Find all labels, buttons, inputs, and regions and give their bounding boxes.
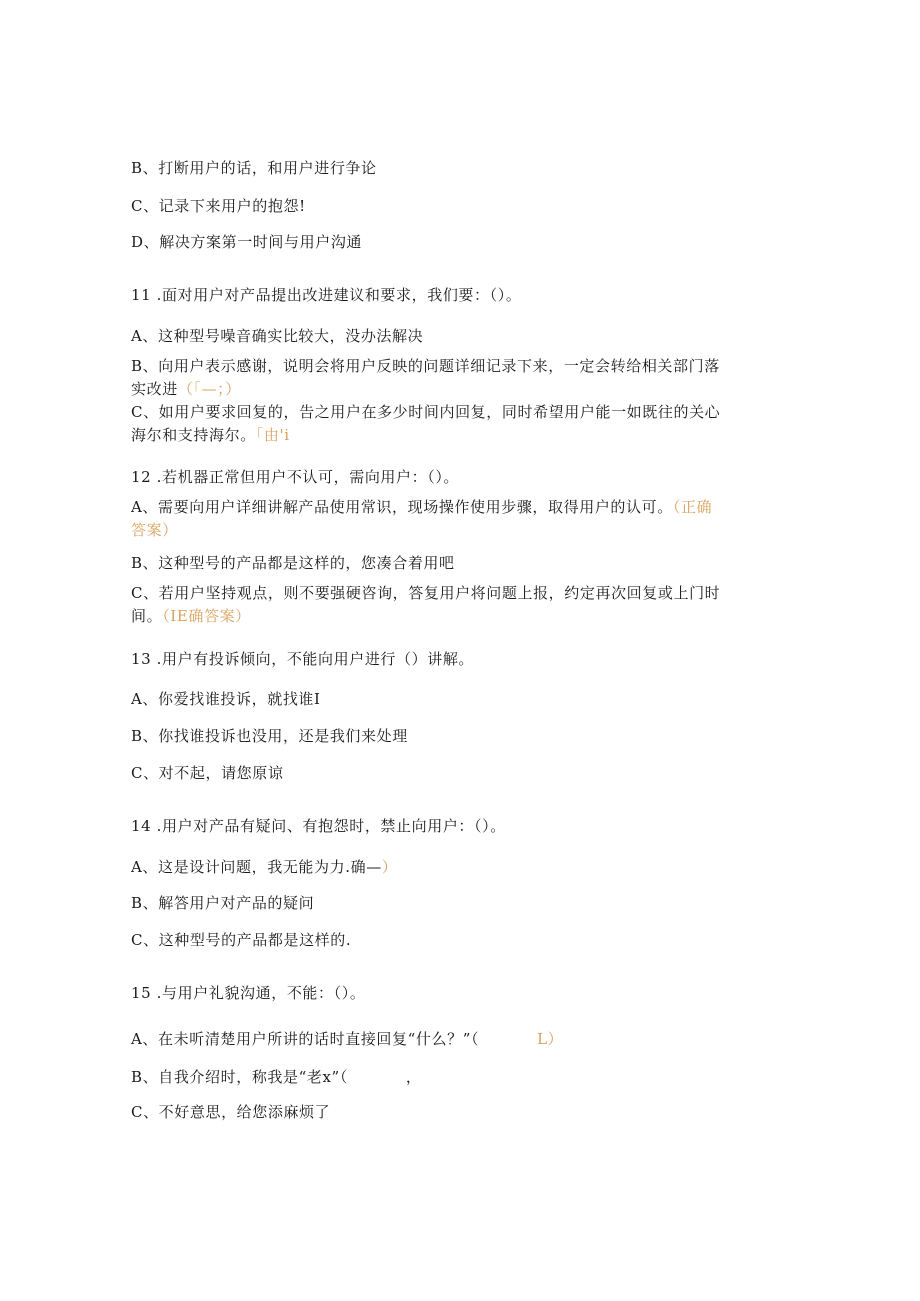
option-text: A、需要向用户详细讲解产品使用常识，现场操作使用步骤，取得用户的认可。 [131,498,673,516]
option-line [131,1028,563,1050]
answer-mark: ） [381,858,398,876]
option-text: C、如用户要求回复的，告之用户在多少时间内回复，同时希望用户能一如既往的关心 [131,403,721,421]
option-line [131,355,720,377]
option-text: 海尔和支持海尔。 [131,426,256,444]
question-text: 15 .与用户礼貌沟通，不能：（）。 [131,984,366,1002]
option-text: A、这是设计问题，我无能为力.确— [131,858,382,876]
option-text: A、你爱找谁投诉，就找谁I [131,690,321,708]
question-13 [131,648,474,670]
option-line [131,552,455,574]
option-line-continued [131,519,178,541]
option-text: C、这种型号的产品都是这样的. [131,931,352,949]
option-line [131,157,377,179]
option-text: B、这种型号的产品都是这样的，您凑合着用吧 [131,554,455,572]
option-line [131,688,321,710]
answer-mark: ， [405,1068,422,1086]
question-15 [131,982,365,1004]
question-12 [131,466,459,488]
answer-mark: 「由'i [255,426,290,444]
option-line [131,582,720,604]
option-text: B、你找谁投诉也没用，还是我们来处理 [131,727,408,745]
question-text: 11 .面对用户对产品提出改进建议和要求，我们要：（）。 [131,286,522,304]
option-line [131,195,306,217]
answer-mark: （正确 [672,498,713,516]
option-line-continued [131,424,290,446]
answer-mark: 答案） [131,521,178,539]
option-line [131,856,397,878]
option-line [131,892,314,914]
option-line [131,231,362,253]
option-text: C、若用户坚持观点，则不要强硬咨询，答复用户将问题上报，约定再次回复或上门时 [131,584,721,602]
option-text: 实改进 [131,380,178,398]
option-line [131,325,423,347]
option-line-continued [131,378,241,400]
option-text: C、对不起，请您原谅 [131,764,284,782]
question-text: 13 .用户有投诉倾向，不能向用户进行（）讲解。 [131,650,475,668]
question-14 [131,815,506,837]
option-text: A、这种型号噪音确实比较大，没办法解决 [131,327,424,345]
option-text: B、向用户表示感谢，说明会将用户反映的问题详细记录下来，一定会转给相关部门落 [131,357,720,375]
option-text: B、自我介绍时，称我是“老x”（ [131,1068,348,1086]
question-11 [131,284,521,306]
option-line [131,725,408,747]
option-text: A、在未听清楚用户所讲的话时直接回复“什么？”（ [131,1030,480,1048]
option-line [131,1066,422,1088]
option-text: C、不好意思，给您添麻烦了 [131,1103,331,1121]
option-line [131,401,720,423]
option-text: 间。 [131,607,163,625]
option-text: D、解决方案第一时间与用户沟通 [131,233,363,251]
answer-mark: （「—；） [177,380,241,398]
option-line [131,929,351,951]
option-line [131,1101,330,1123]
question-text: 14 .用户对产品有疑问、有抱怨时，禁止向用户：（）。 [131,817,506,835]
question-text: 12 .若机器正常但用户不认可，需向用户：（）。 [131,468,460,486]
option-line [131,762,283,784]
option-text: B、打断用户的话，和用户进行争论 [131,159,377,177]
option-text: B、解答用户对产品的疑问 [131,894,315,912]
answer-mark: （IE确答案） [162,607,251,625]
answer-mark: L） [537,1030,564,1048]
option-line [131,496,712,518]
option-line-continued [131,605,251,627]
option-text: C、记录下来用户的抱怨! [131,197,306,215]
